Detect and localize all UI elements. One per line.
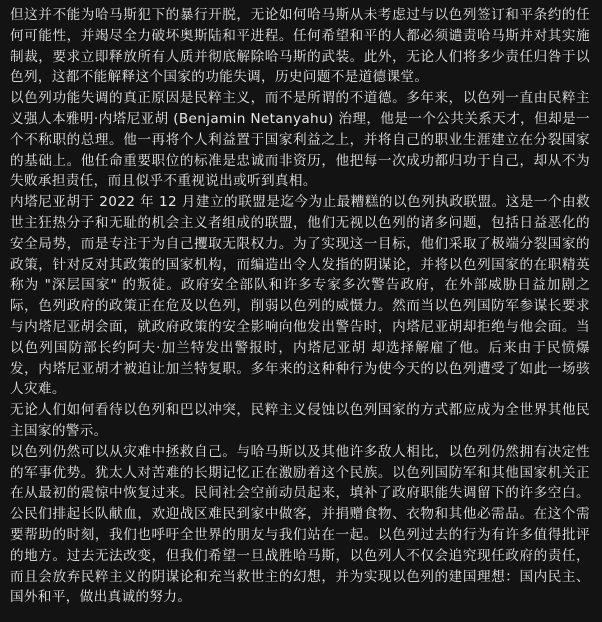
paragraph-1: 但这并不能为哈马斯犯下的暴行开脱，无论如何哈马斯从未考虑过与以色列签订和平条约的任何可能性，并竭尽全力破坏奥斯陆和平进程。任何希望和平的人都必须谴责哈马斯并对其实施制裁，要求立即释放所有人质并彻底解除哈马斯的武装。此外，无论人们将多少责任归咎于以色列，这都不能解释这个国家的功能失调，历史问题不是道德课堂。 bbox=[10, 7, 590, 86]
paragraph-2: 以色列功能失调的真正原因是民粹主义，而不是所谓的不道德。多年来，以色列一直由民粹主义强人本雅明·内塔尼亚胡 (Benjamin Netanyahu) 治理，他是一个公共关系天才，但却是一个不称职的总理。他一再将个人利益置于国家利益之上，并将自己的职业生涯建立在分裂国家的基础上。他任命重要职位的标准是忠诚而非资历，他把每一次成功都归功于自己，却从不为失败承担责任，而且似乎不重视说出或听到真相。 bbox=[10, 90, 590, 190]
paragraph-4: 无论人们如何看待以色列和巴以冲突，民粹主义侵蚀以色列国家的方式都应成为全世界其他民主国家的警示。 bbox=[10, 402, 590, 439]
paragraph-5: 以色列仍然可以从灾难中拯救自己。与哈马斯以及其他许多敌人相比，以色列仍然拥有决定性的军事优势。犹太人对苦难的长期记忆正在激励着这个民族。以色列国防军和其他国家机关正在从最初的震惊中恢复过来。民间社会空前动员起来，填补了政府职能失调留下的许多空白。公民们排起长队献血，欢迎战区难民到家中做客，并捐赠食物、衣物和其他必需品。在这个需要帮助的时刻，我们也呼吁全世界的朋友与我们站在一起。以色列过去的行为有许多值得批评的地方。过去无法改变，但我们希望一旦战胜哈马斯，以色列人不仅会追究现任政府的责任，而且会放弃民粹主义的阴谋论和充当救世主的幻想，并为实现以色列的建国理想：国内民主、国外和平，做出真诚的努力。 bbox=[10, 443, 590, 606]
article-body bbox=[10, 5, 590, 608]
paragraph-3: 内塔尼亚胡于 2022 年 12 月建立的联盟是迄今为止最糟糕的以色列执政联盟。这是一个由救世主狂热分子和无耻的机会主义者组成的联盟，他们无视以色列的诸多问题，包括日益恶化的安全局势，而是专注于为自己攫取无限权力。为了实现这一目标，他们采取了极端分裂国家的政策，针对反对其政策的国家机构，而编造出令人发指的阴谋论，并将以色列国家的在职精英称为 "深层国家" 的叛徒。政府安全部队和许多专家多次警告政府，在外部威胁日益加剧之际，色列政府的政策正在危及以色列，削弱以色列的威慑力。然而当以色列国防军参谋长要求与内塔尼亚胡会面，就政府政策的安全影响向他发出警告时，内塔尼亚胡却拒绝与他会面。当以色列国防部长约阿夫·加兰特发出警报时，内塔尼亚胡 却选择解雇了他。后来由于民愤爆发，内塔尼亚胡才被迫让加兰特复职。多年来的这种种行为使今天的以色列遭受了如此一场骇人灾难。 bbox=[10, 194, 590, 398]
